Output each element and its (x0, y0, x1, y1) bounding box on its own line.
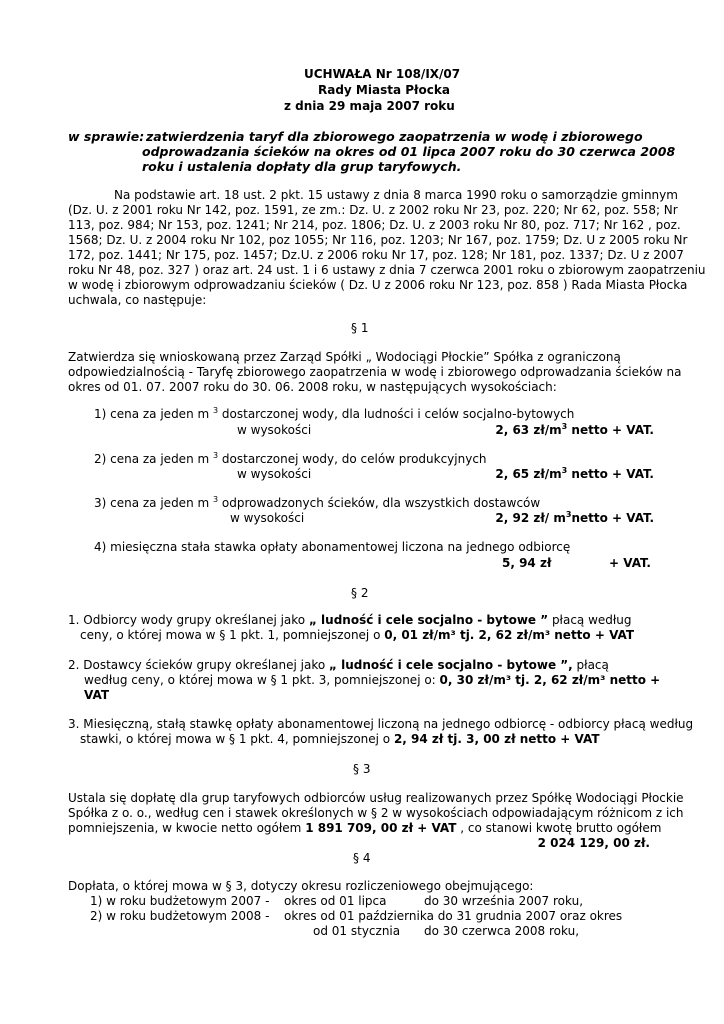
tariff-item-3-level: w wysokości (230, 511, 305, 525)
preamble-line: uchwala, co następuje: (68, 293, 207, 307)
tariff-item-1-price: 2, 63 $zł/m^3$ netto + VAT. (495, 422, 654, 437)
period-2-label: 2) w roku budżetowym 2008 - (90, 909, 270, 923)
section-heading-3: § 3 (353, 762, 371, 776)
preamble-line: w wodę i zbiorowym odprowadzaniu ścieków ( Dz. U z 2006 roku Nr 123, poz. 858 ) Rada Miasta Płocka (68, 278, 688, 292)
resolution-number: UCHWAŁA Nr 108/IX/07 (304, 67, 461, 81)
section-3-line: pomniejszenia, w kwocie netto ogółem 1 891 709, 00 zł + VAT , co stanowi kwotę brutto ogółem (68, 821, 662, 835)
tariff-item-4: 4) miesięczna stała stawka opłaty abonamentowej liczona na jednego odbiorcę (94, 540, 571, 554)
section-2-point-2-vat: VAT (84, 688, 110, 702)
tariff-item-2-level: w wysokości (237, 467, 312, 481)
section-1-intro: Zatwierdza się wnioskowaną przez Zarząd Spółki „ Wodociągi Płockie” Spółka z ograniczoną (68, 350, 621, 364)
tariff-item-1: 1) cena za jeden m $^3$ dostarczonej wody, dla ludności i celów socjalno-bytowych (94, 406, 575, 421)
subject-line: zatwierdzenia taryf dla zbiorowego zaopatrzenia w wodę i zbiorowego (146, 129, 643, 144)
resolution-date: z dnia 29 maja 2007 roku (284, 99, 455, 113)
section-3-line: Spółka z o. o., według cen i stawek określonych w § 2 w wysokościach odpowiadającym różnicom z ich (68, 806, 684, 820)
tariff-item-4-vat: + VAT. (609, 556, 651, 570)
gross-amount: 2 024 129, 00 zł. (537, 836, 650, 850)
period-2-range: okres od 01 października do 31 grudnia 2007 oraz okres (284, 909, 623, 923)
section-heading-2: § 2 (351, 586, 369, 600)
preamble-line: 1568; Dz. U. z 2004 roku Nr 102, poz 1055; Nr 116, poz. 1203; Nr 167, poz. 1759; Dz. U z 2005 roku Nr (68, 233, 688, 247)
council-name: Rady Miasta Płocka (318, 83, 450, 97)
period-3-start: od 01 stycznia (313, 924, 401, 938)
tariff-item-4-amount: 5, 94 zł (502, 556, 552, 570)
tariff-item-2: 2) cena za jeden m $^3$ dostarczonej wody, do celów produkcyjnych (94, 451, 487, 466)
section-1-intro: okres od 01. 07. 2007 roku do 30. 06. 2008 roku, w następujących wysokościach: (68, 380, 557, 394)
section-2-point-1: 1. Odbiorcy wody grupy określanej jako „ ludność i cele socjalno - bytowe ” płacą według (68, 613, 632, 627)
preamble-line: (Dz. U. z 2001 roku Nr 142, poz. 1591, ze zm.: Dz. U. z 2002 roku Nr 23, poz. 220; Nr 62, poz. 558; Nr (68, 203, 678, 217)
section-2-point-1-cont: ceny, o której mowa w § 1 pkt. 1, pomniejszonej o 0, 01 zł/m³ tj. 2, 62 zł/m³ netto + VAT (80, 628, 635, 642)
subject-line: roku i ustalenia dopłaty dla grup taryfowych. (142, 159, 462, 174)
preamble-line: 172, poz. 1441; Nr 175, poz. 1457; Dz.U. z 2006 roku Nr 17, poz. 128; Nr 181, poz. 1337; Dz. U z 2007 (68, 248, 684, 262)
tariff-item-1-level: w wysokości (237, 423, 312, 437)
period-1-end: do 30 września 2007 roku, (424, 894, 584, 908)
section-1-intro: odpowiedzialnością - Taryfę zbiorowego zaopatrzenia w wodę i zbiorowego odprowadzania ścieków na (68, 365, 682, 379)
section-2-point-3: 3. Miesięczną, stałą stawkę opłaty abonamentowej liczoną na jednego odbiorcę - odbiorcy płacą według (68, 717, 694, 731)
period-3-end: do 30 czerwca 2008 roku, (424, 924, 580, 938)
section-2-point-3-cont: stawki, o której mowa w § 1 pkt. 4, pomniejszonej o 2, 94 zł tj. 3, 00 zł netto + VAT (80, 732, 600, 746)
preamble-line: roku Nr 48, poz. 327 ) oraz art. 24 ust. 1 i 6 ustawy z dnia 7 czerwca 2001 roku o zbiorowym zaopatrzeniu (68, 263, 706, 277)
period-1-label: 1) w roku budżetowym 2007 - (90, 894, 270, 908)
section-2-point-2: 2. Dostawcy ścieków grupy określanej jako „ ludność i cele socjalno - bytowe ”, płacą (68, 658, 609, 672)
subject-line: odprowadzania ścieków na okres od 01 lipca 2007 roku do 30 czerwca 2008 (142, 144, 676, 159)
tariff-item-3-price: 2, 92 zł/ $m^3netto$ + VAT. (495, 510, 654, 525)
section-4-intro: Dopłata, o której mowa w § 3, dotyczy okresu rozliczeniowego obejmującego: (68, 879, 534, 893)
tariff-item-2-price: 2, 65 $zł/m^3$ netto + VAT. (495, 466, 654, 481)
section-3-line: Ustala się dopłatę dla grup taryfowych odbiorców usług realizowanych przez Spółkę Wodociągi Płockie (68, 791, 684, 805)
preamble-line: Na podstawie art. 18 ust. 2 pkt. 15 ustawy z dnia 8 marca 1990 roku o samorządzie gminnym (114, 188, 678, 202)
preamble-line: 113, poz. 984; Nr 153, poz. 1241; Nr 214, poz. 1806; Dz. U. z 2003 roku Nr 80, poz. 717; Nr 162 , poz. (68, 218, 681, 232)
tariff-item-3: 3) cena za jeden m $^3$ odprowadzonych ścieków, dla wszystkich dostawców (94, 495, 541, 510)
section-heading-1: § 1 (351, 321, 369, 335)
subject-prefix: w sprawie: (68, 129, 145, 144)
period-1-start: okres od 01 lipca (284, 894, 387, 908)
section-heading-4: § 4 (353, 851, 371, 865)
section-2-point-2-cont: według ceny, o której mowa w § 1 pkt. 3, pomniejszonej o: 0, 30 zł/m³ tj. 2, 62 zł/m³ netto + (84, 673, 661, 687)
